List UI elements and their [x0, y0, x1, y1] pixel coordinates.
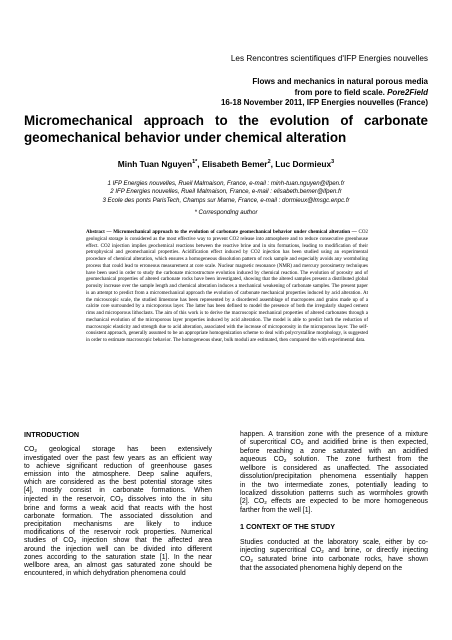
event-line-2-text: from pore to field scale. — [294, 87, 388, 97]
body-text-line — [24, 562, 212, 570]
subscript: 2 — [250, 558, 253, 564]
body-text-line — [24, 521, 212, 529]
author-name: Elisabeth Bemer — [201, 159, 268, 169]
author-affiliation-mark: 2 — [267, 159, 271, 166]
text-run: aqueous CO — [240, 456, 284, 464]
text-run: CO — [24, 446, 35, 453]
body-text-line — [240, 482, 428, 490]
abstract-lead: Abstract — Micromechanical approach to the evolution of carbonate geomechanical behavior under chemical alteration — — [86, 229, 357, 235]
text-run: investigated over the past few years as an efficient way — [24, 455, 212, 463]
text-run: CO — [240, 556, 251, 564]
text-run: dissolution/precipitation phenomena essentially happen — [240, 473, 428, 481]
body-text-line — [24, 471, 212, 479]
body-text-line — [240, 431, 428, 439]
author-affiliation-mark: 1* — [192, 159, 198, 166]
text-run: dissolves into the in situ — [123, 495, 212, 503]
event-line-1: Flows and mechanics in natural porous media — [252, 77, 428, 86]
body-text-line — [240, 507, 428, 515]
text-run: [2]. CO — [240, 497, 265, 505]
text-run: and brine, or directly injecting — [323, 547, 428, 555]
text-run: emission into the atmosphere. Deep saline aquifers, — [24, 471, 212, 479]
body-text-line — [240, 498, 428, 507]
author-separator: , — [270, 159, 276, 169]
body-text-line — [240, 547, 428, 556]
subscript: 2 — [73, 539, 77, 545]
title-line-1: Micromechanical approach to the evolution of carbonate — [24, 113, 428, 128]
subscript: 2 — [321, 549, 324, 555]
body-text-line — [24, 455, 212, 463]
text-run: of supercritical CO — [240, 439, 301, 447]
affiliation-line: 3 Ecole des ponts ParisTech, Champs sur Marne, France, e-mail : dormieux@lmsgc.enpc.fr — [102, 196, 350, 204]
text-run: Studies conducted at the laboratory scale, either by co- — [240, 539, 428, 547]
affiliation-line: 2 IFP Energies nouvelles, Rueil Malmaison, France, e-mail : elisabeth.bemer@ifpen.fr — [110, 188, 342, 196]
body-text-line — [240, 556, 428, 565]
text-run: happen. A transition zone with the presence of a mixture — [240, 431, 428, 438]
text-run: injecting supercritical CO — [240, 547, 322, 555]
author-name: Minh Tuan Nguyen — [117, 159, 193, 169]
affiliations — [0, 180, 452, 205]
corresponding-author-note: * Corresponding author — [194, 209, 258, 216]
text-run: wellbore area, an almost gas saturated zone should be — [24, 562, 212, 570]
text-run: which are considered as the best potential storage sites — [24, 479, 212, 487]
right-column — [240, 431, 428, 573]
author-name: Luc Dormieux — [275, 159, 332, 169]
text-run: injection show that the affected area — [76, 537, 212, 545]
text-run: localized dissolution patterns such as wormholes growth — [240, 489, 428, 497]
section-heading: INTRODUCTION — [24, 430, 80, 439]
text-run: in the two intermediate zones, potentially leading to — [240, 481, 428, 489]
body-text-line — [24, 505, 212, 513]
text-run: carbonate formation. The associated dissolution and — [24, 512, 212, 520]
text-run: geological storage has been extensively — [36, 446, 212, 453]
body-text-line — [240, 490, 428, 498]
body-text-line — [24, 496, 212, 505]
text-run: encountered, in which dehydration phenomena could — [24, 570, 186, 578]
text-run: solution. The zone furthest from the — [286, 456, 428, 464]
body-text-line — [24, 546, 212, 554]
body-text-line — [24, 570, 212, 578]
intro-body — [24, 446, 212, 579]
body-text-line — [240, 539, 428, 547]
text-run: farther from the well [1]. — [240, 506, 313, 514]
text-run: precipitation mechanisms are likely to induce — [24, 520, 212, 528]
body-text-line — [240, 473, 428, 481]
subscript: 2 — [300, 441, 304, 447]
body-text-line — [240, 565, 428, 573]
text-run: around the injection well can be divided into different — [24, 546, 212, 554]
text-run: before reaching a zone saturated with an acidified — [240, 448, 428, 456]
text-run: and acidified brine is then expected, — [303, 439, 428, 447]
intro-section — [24, 430, 212, 579]
affiliation-line: 1 IFP Energies nouvelles, Rueil Malmaison, France, e-mail : minh-tuan.nguyen@ifpen.fr — [107, 180, 345, 187]
author-separator: , — [197, 159, 202, 169]
text-run: zones according to the saturation state [1]. In the near — [24, 554, 212, 562]
text-run: to achieve significant reduction of greenhouse gases — [24, 463, 212, 471]
body-text-line — [24, 537, 212, 546]
body-text-line — [240, 448, 428, 456]
subscript: 2 — [264, 499, 267, 505]
text-run: wellbore is considered as unaffected. The associated — [240, 465, 428, 473]
event-line-3: 16-18 November 2011, IFP Energies nouvelles (France) — [220, 98, 428, 108]
text-run: [4], mostly consist in carbonate formations. When — [24, 487, 212, 495]
event-line-2 — [221, 88, 428, 99]
event-acronym: Pore2Field — [387, 87, 428, 97]
subscript: 2 — [34, 448, 37, 453]
body-text-line — [24, 479, 212, 487]
text-run: that the associated phenomena highly depend on the — [240, 565, 403, 573]
body-text-line — [240, 439, 428, 448]
right-column-body — [240, 431, 428, 515]
conference-name: Les Rencontres scientifiques d'IFP Energies nouvelles — [230, 54, 428, 63]
body-text-line — [24, 463, 212, 471]
paper-title — [24, 113, 428, 146]
author-list — [0, 159, 452, 169]
body-text-line — [24, 446, 212, 455]
author-affiliation-mark: 3 — [331, 159, 335, 166]
body-text-line — [24, 554, 212, 562]
abstract — [86, 229, 368, 344]
context-body — [240, 539, 428, 573]
section-heading: 1 CONTEXT OF THE STUDY — [240, 521, 336, 531]
text-run: saturated brine into carbonate rocks, have shown — [252, 556, 428, 564]
text-run: studies of CO — [24, 537, 74, 545]
body-text-line — [24, 487, 212, 495]
event-header — [221, 77, 428, 109]
text-run: brine and forms a weak acid that reacts with the host — [24, 504, 212, 512]
body-text-line — [24, 529, 212, 537]
title-line-2: geomechanical behavior under chemical alteration — [24, 129, 347, 145]
body-text-line — [240, 456, 428, 465]
body-text-line — [240, 465, 428, 473]
abstract-body: CO2 geological storage is considered as the most effective way to prevent CO2 release into atmosphere and to reduce consecutive greenhouse effect. CO2 injection implies geochemical reactions between the reactive brine and in situ formations, leading to modification of their petrophysical and geomechanical properties. Acidification effect induced by CO2 injection has been studied using an experimental procedure of chemical alteration, which ensures a homogeneous dissolution pattern of rock sample and especially avoids any wormholing process that could lead to erroneous measurement at core scale. Nuclear magnetic resonance (NMR) and mercury porosimetry techniques have been used in order to study the carbonate microstructure evolution induced by chemical reaction. The evolution of porosity and of geomechanical properties of altered carbonate rocks have been investigated, showing that the altered samples present a distributed global porosity increase over the sample length and chemical alteration induces a mechanical weakening of carbonate samples. The present paper is an attempt to predict from a micromechanical approach the evolution of carbonate mechanical properties induced by acid alteration. At the microscopic scale, the studied limestone has been represented by a disordered assemblage of macropores and grains made up of a calcite core surrounded by a microporous layer. The latter has been defined to model the presence of both the irregularly shaped cement rims and microporous lithoclasts. The aim of this work is to derive the macroscopic mechanical properties of altered carbonates through a mechanical evolution of the microporous layer properties induced by acid alteration. The model is able to predict both the reduction of macroscopic elasticity and strength due to acid alteration, associated with the increase of microporosity in the microporous layer. The self-consistent approach, generally assumed to be an appropriate homogenization scheme to deal with polycrystalline morphology, is suggested in order to estimate macroscopic behavior. The homogeneous shear, bulk moduli are estimated, then compared the with experimental data. — [86, 229, 369, 343]
text-run: modifications of the reservoir rock properties. Numerical — [24, 528, 212, 536]
subscript: 2 — [283, 458, 287, 464]
body-text-line — [24, 513, 212, 521]
text-run: injected in the reservoir, CO — [24, 495, 121, 503]
text-run: effects are expected to be more homogeneous — [266, 497, 428, 505]
subscript: 2 — [120, 497, 124, 503]
